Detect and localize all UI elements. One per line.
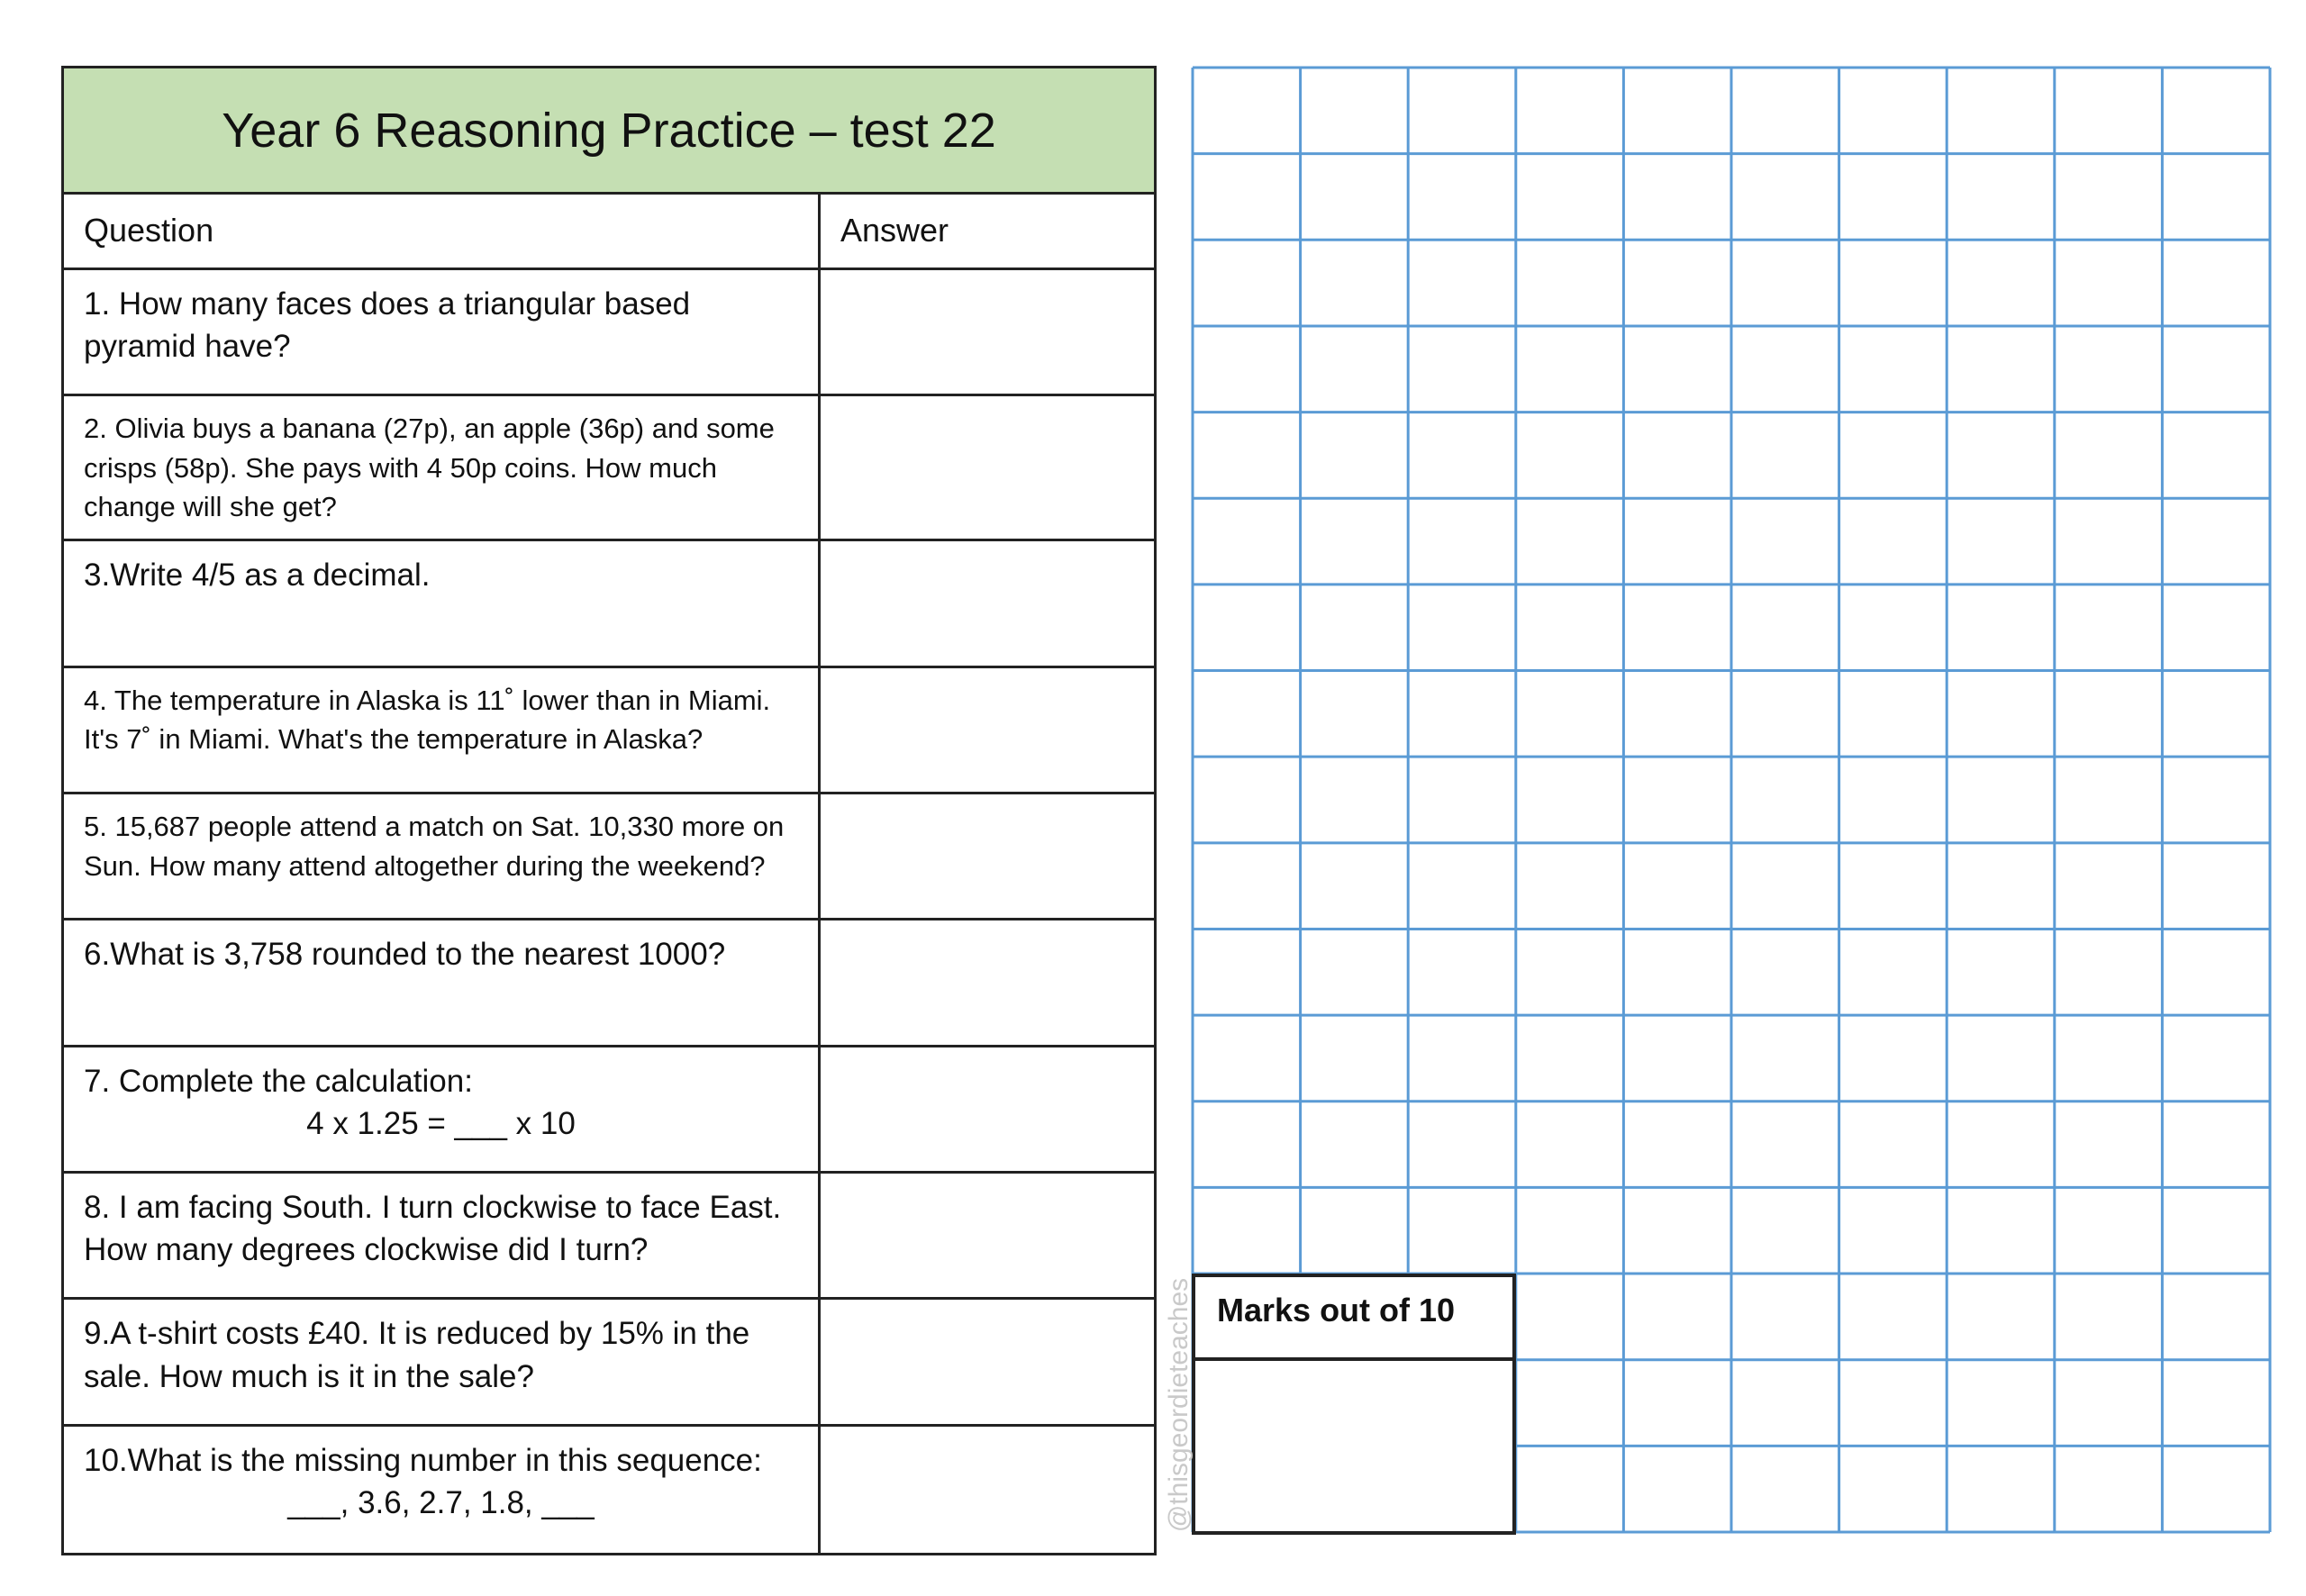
answer-7[interactable]	[821, 1047, 1154, 1174]
question-10: 10.What is the missing number in this sequence: ___, 3.6, 2.7, 1.8, ___	[64, 1427, 821, 1553]
question-7: 7. Complete the calculation: 4 x 1.25 = ___ x 10	[64, 1047, 821, 1174]
question-10-sequence: ___, 3.6, 2.7, 1.8, ___	[287, 1484, 595, 1520]
question-column-header: Question	[64, 195, 821, 270]
answer-2[interactable]	[821, 396, 1154, 541]
question-6: 6.What is 3,758 rounded to the nearest 1000?	[64, 920, 821, 1047]
answer-10[interactable]	[821, 1427, 1154, 1553]
answer-5[interactable]	[821, 794, 1154, 920]
answer-3[interactable]	[821, 541, 1154, 667]
question-2: 2. Olivia buys a banana (27p), an apple (36p) and some crisps (58p). She pays with 4 50p coins. How much change will she get?	[64, 396, 821, 541]
answer-column-header: Answer	[821, 195, 1154, 270]
question-3: 3.Write 4/5 as a decimal.	[64, 541, 821, 667]
answer-6[interactable]	[821, 920, 1154, 1047]
answer-4[interactable]	[821, 668, 1154, 794]
question-7-equation: 4 x 1.25 = ___ x 10	[306, 1105, 576, 1141]
question-9: 9.A t-shirt costs £40. It is reduced by 15% in the sale. How much is it in the sale?	[64, 1300, 821, 1426]
watermark: @thisgeordieteaches	[1164, 1277, 1194, 1533]
question-1: 1. How many faces does a triangular based pyramid have?	[64, 270, 821, 396]
marks-score-area[interactable]	[1195, 1361, 1512, 1523]
marks-label: Marks out of 10	[1195, 1277, 1512, 1361]
marks-box	[1192, 1274, 1516, 1535]
answer-1[interactable]	[821, 270, 1154, 396]
question-5: 5. 15,687 people attend a match on Sat. 10,330 more on Sun. How many attend altogether during the weekend?	[64, 794, 821, 920]
worksheet-title: Year 6 Reasoning Practice – test 22	[64, 68, 1154, 195]
answer-8[interactable]	[821, 1174, 1154, 1300]
answer-9[interactable]	[821, 1300, 1154, 1426]
question-8: 8. I am facing South. I turn clockwise to face East. How many degrees clockwise did I turn?	[64, 1174, 821, 1300]
worksheet-table	[61, 66, 1157, 1555]
question-4: 4. The temperature in Alaska is 11˚ lower than in Miami. It's 7˚ in Miami. What's the temperature in Alaska?	[64, 668, 821, 794]
